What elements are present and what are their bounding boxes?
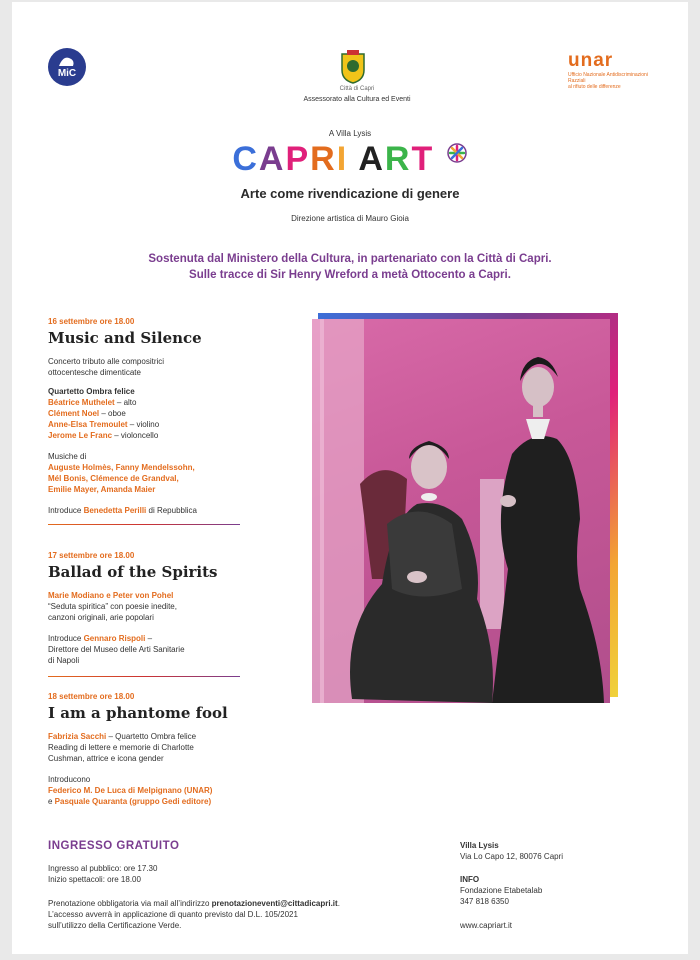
info-phone[interactable]: 347 818 6350 bbox=[460, 897, 509, 906]
title-letter: I bbox=[336, 140, 349, 178]
event-1-performers bbox=[48, 386, 258, 441]
crest-department: Assessorato alla Cultura ed Eventi bbox=[303, 96, 411, 103]
title-letter: C bbox=[232, 140, 259, 178]
event-subtitle: Arte come rivendicazione di genere bbox=[240, 186, 460, 201]
performer-role: – Quartetto Ombra felice bbox=[106, 732, 197, 741]
intro-role-line-1: Direttore del Museo delle Arti Sanitarie bbox=[48, 645, 185, 654]
event-3 bbox=[48, 692, 258, 807]
section-divider bbox=[48, 676, 240, 677]
booking-suffix: . bbox=[337, 899, 340, 908]
event-3-description bbox=[48, 731, 258, 764]
section-divider bbox=[48, 524, 240, 525]
event-2-desc-line-2: canzoni originali, arie popolari bbox=[48, 613, 154, 622]
event-2-description bbox=[48, 590, 258, 623]
booking-info bbox=[48, 898, 458, 931]
composers-line-2: Mél Bonis, Clémence de Grandval, bbox=[48, 474, 179, 483]
intro-name: Benedetta Perilli bbox=[83, 506, 147, 515]
event-3-desc-line-2: Cushman, attrice e icona gender bbox=[48, 754, 164, 763]
performer-row bbox=[48, 408, 258, 419]
intro-suffix: – bbox=[145, 634, 153, 643]
info-title: INFO bbox=[460, 875, 480, 884]
ensemble-name: Quartetto Ombra felice bbox=[48, 387, 135, 396]
event-1-title: Music and Silence bbox=[48, 329, 202, 347]
performer-row bbox=[48, 419, 258, 430]
intro-prefix: Introduce bbox=[48, 506, 84, 515]
portrait-illustration bbox=[312, 319, 610, 703]
performer-role: – alto bbox=[114, 398, 137, 407]
intro-name-2: Pasquale Quaranta (gruppo Gedi editore) bbox=[54, 797, 212, 806]
intro-label: Introducono bbox=[48, 775, 91, 784]
performer-name: Clément Noel bbox=[48, 409, 100, 418]
intro-and: e bbox=[48, 797, 55, 806]
event-3-date: 18 settembre ore 18.00 bbox=[48, 692, 135, 701]
event-2 bbox=[48, 551, 258, 677]
title-letter: R bbox=[384, 140, 412, 178]
title-letter: T bbox=[411, 140, 435, 178]
booking-prefix: Prenotazione obbligatoria via mail all’indirizzo bbox=[48, 899, 212, 908]
intro-role-line-2: di Napoli bbox=[48, 656, 80, 665]
performer-role: – oboe bbox=[99, 409, 126, 418]
title-letter: P bbox=[285, 140, 311, 178]
event-3-desc-line-1: Reading di lettere e memorie di Charlotte bbox=[48, 743, 194, 752]
composers-line-3: Emilie Mayer, Amanda Maier bbox=[48, 485, 156, 494]
event-1-desc-line-1: Concerto tributo alle compositrici bbox=[48, 357, 165, 366]
support-line-2: Sulle tracce di Sir Henry Wreford a metà Ottocento a Capri. bbox=[189, 269, 511, 281]
composers-line-1: Auguste Holmès, Fanny Mendelssohn, bbox=[48, 463, 195, 472]
event-title-text bbox=[232, 140, 434, 179]
performer-row bbox=[48, 430, 258, 441]
intro-name: Gennaro Rispoli bbox=[83, 634, 146, 643]
venue-info bbox=[460, 840, 660, 862]
entry-times bbox=[48, 863, 157, 885]
performer-name: Béatrice Muthelet bbox=[48, 398, 115, 407]
capri-crest-icon bbox=[338, 50, 368, 84]
info-organization: Fondazione Etabetalab bbox=[460, 886, 543, 895]
intro-suffix: di Repubblica bbox=[146, 506, 197, 515]
event-2-desc-line-1: “Seduta spiritica” con poesie inedite, bbox=[48, 602, 177, 611]
performer-name: Anne-Elsa Tremoulet bbox=[48, 420, 128, 429]
crest-caption: Città di Capri bbox=[339, 86, 375, 92]
performer-row bbox=[48, 397, 258, 408]
free-entry-heading: INGRESSO GRATUITO bbox=[48, 840, 180, 852]
event-1-description bbox=[48, 356, 258, 378]
intro-name-1: Federico M. De Luca di Melpignano (UNAR) bbox=[48, 786, 213, 795]
support-statement bbox=[12, 251, 688, 283]
support-line-1: Sostenuta dal Ministero della Cultura, in partenariato con la Città di Capri. bbox=[148, 253, 552, 265]
composers-label: Musiche di bbox=[48, 452, 87, 461]
unar-subtitle-2: al rifiuto delle differenze bbox=[568, 84, 621, 90]
performer-role: – violino bbox=[127, 420, 160, 429]
event-3-title: I am a phantome fool bbox=[48, 704, 228, 722]
performer-name: Jerome Le Franc bbox=[48, 431, 113, 440]
event-1-composers bbox=[48, 451, 258, 495]
intro-prefix: Introduce bbox=[48, 634, 84, 643]
performer-role: – violoncello bbox=[112, 431, 159, 440]
artistic-direction: Direzione artistica di Mauro Gioia bbox=[291, 214, 409, 223]
photo-two-women bbox=[312, 319, 610, 703]
event-1 bbox=[48, 317, 258, 525]
event-1-desc-line-2: ottocentesche dimenticate bbox=[48, 368, 141, 377]
public-entry-time: Ingresso al pubblico: ore 17.30 bbox=[48, 864, 158, 873]
venue-intro: A Villa Lysis bbox=[328, 129, 372, 138]
historical-photo bbox=[312, 319, 618, 703]
unar-logo bbox=[568, 50, 658, 90]
event-1-date: 16 settembre ore 18.00 bbox=[48, 317, 135, 326]
contact-info bbox=[460, 874, 660, 907]
title-letter bbox=[348, 140, 358, 178]
title-letter: R bbox=[310, 140, 337, 178]
performer-name: Fabrizia Sacchi bbox=[48, 732, 107, 741]
event-2-authors: Marie Modiano e Peter von Pohel bbox=[48, 591, 174, 600]
access-line-1: L’accesso avverrà in applicazione di quanto previsto dal D.L. 105/2021 bbox=[48, 910, 298, 919]
venue-title: Villa Lysis bbox=[460, 841, 499, 850]
event-1-intro bbox=[48, 505, 258, 516]
rainbow-asterisk-icon bbox=[446, 142, 468, 164]
mic-logo bbox=[48, 48, 86, 86]
event-2-date: 17 settembre ore 18.00 bbox=[48, 551, 135, 560]
title-letter: A bbox=[258, 140, 286, 178]
access-line-2: sull’utilizzo della Certificazione Verde. bbox=[48, 921, 182, 930]
unar-logo-text: unar bbox=[568, 50, 614, 71]
booking-email-link[interactable]: prenotazioneventi@cittadicapri.it bbox=[211, 899, 338, 908]
event-3-intro bbox=[48, 774, 258, 807]
unar-subtitle-1: Ufficio Nazionale Antidiscriminazioni Razziali bbox=[568, 72, 648, 84]
website-link[interactable]: www.capriart.it bbox=[460, 921, 513, 930]
show-start-time: Inizio spettacoli: ore 18.00 bbox=[48, 875, 141, 884]
venue-address: Via Lo Capo 12, 80076 Capri bbox=[460, 852, 564, 861]
event-2-title: Ballad of the Spirits bbox=[48, 563, 218, 581]
event-2-intro bbox=[48, 633, 258, 666]
mic-logo-text: MiC bbox=[57, 68, 77, 79]
title-letter: A bbox=[358, 140, 385, 178]
mic-emblem-icon bbox=[57, 54, 77, 70]
poster-page bbox=[12, 2, 688, 954]
event-title bbox=[12, 140, 688, 179]
